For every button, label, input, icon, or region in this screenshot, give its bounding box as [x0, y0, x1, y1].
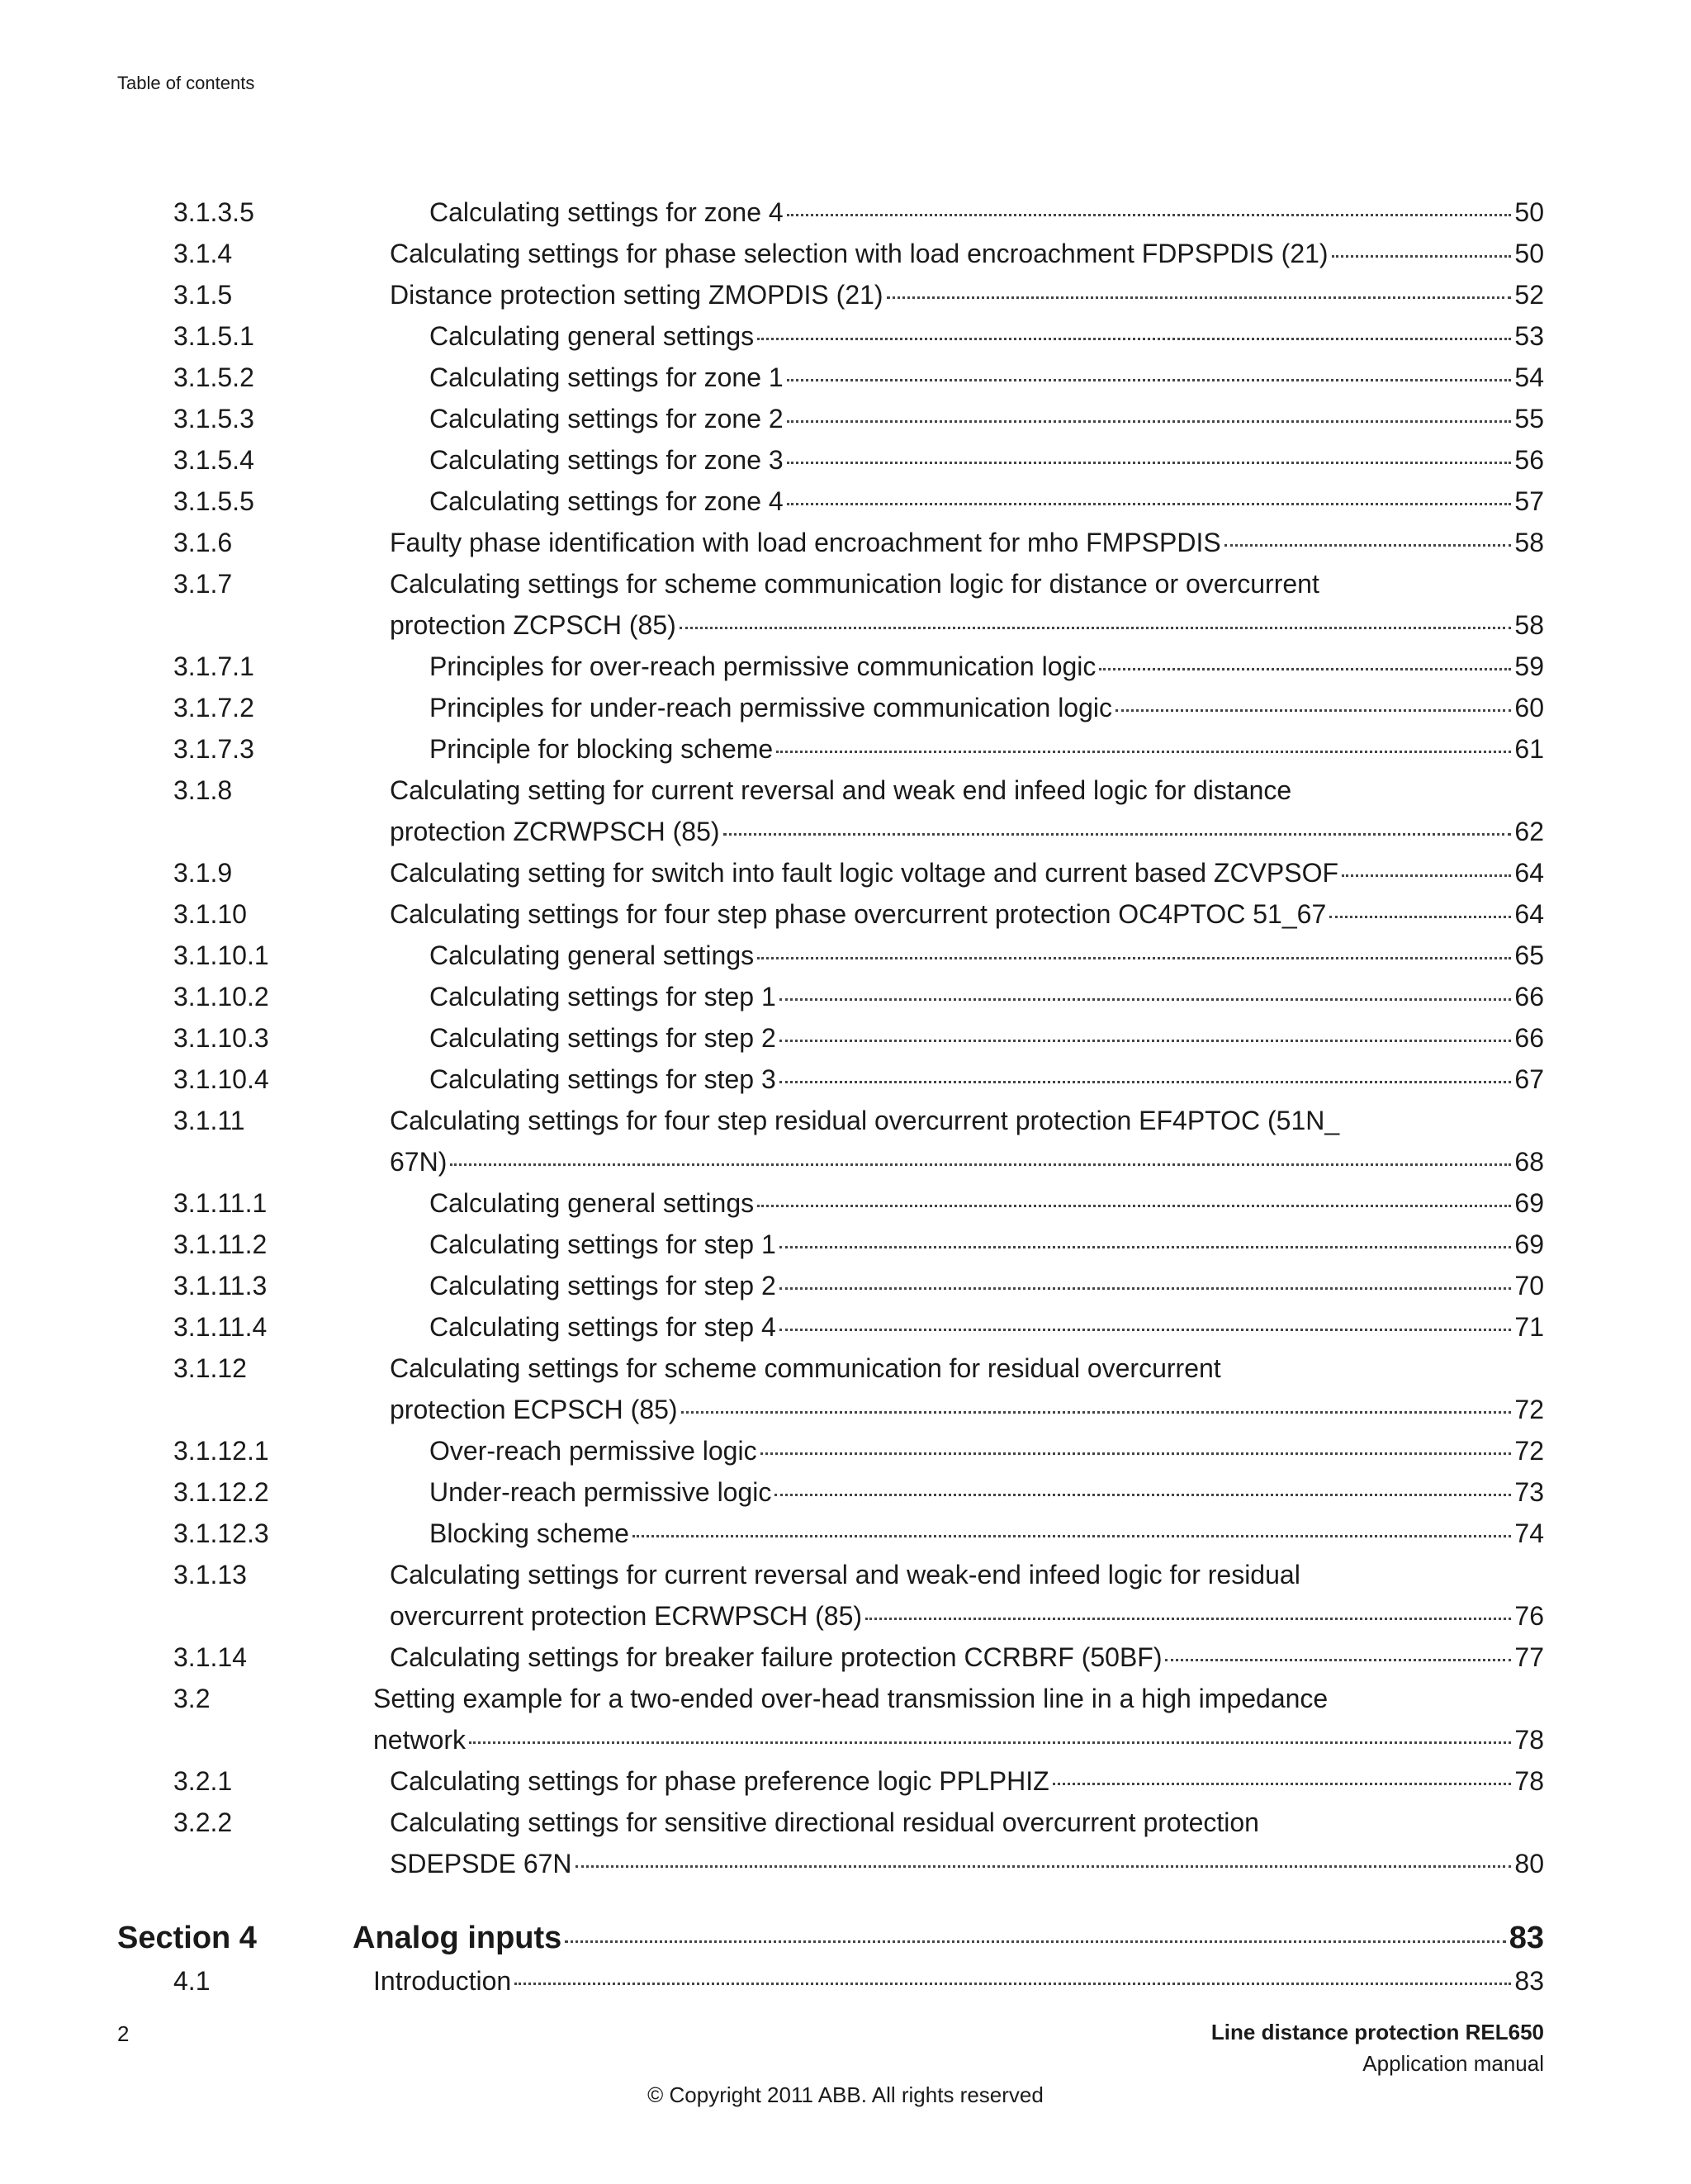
toc-entry-line [429, 1059, 1544, 1100]
dot-leader [760, 1452, 1512, 1455]
dot-leader [787, 420, 1512, 423]
dot-leader [1165, 1659, 1511, 1661]
toc-entry-page: 80 [1514, 1849, 1544, 1878]
toc-entry-line [373, 1678, 1544, 1719]
toc-entry-text: Calculating settings for zone 4 [429, 197, 784, 227]
toc-entry-page: 61 [1514, 734, 1544, 764]
section-heading[interactable] [117, 1916, 1544, 1960]
toc-entry-title[interactable] [429, 728, 1544, 770]
toc-entry-line [429, 1017, 1544, 1059]
toc-entry-line [429, 1182, 1544, 1224]
dot-leader [681, 1411, 1512, 1414]
toc-entry[interactable] [117, 770, 1544, 852]
dot-leader [514, 1983, 1511, 1985]
toc-entry-text: Distance protection setting ZMOPDIS (21) [390, 280, 883, 310]
dot-leader [779, 998, 1512, 1001]
toc-entry[interactable] [117, 192, 1544, 233]
toc-entry-number: 3.1.4 [173, 239, 233, 268]
toc-entry-line [353, 1916, 1544, 1960]
toc-entry-line [429, 1430, 1544, 1471]
toc-entry-line [390, 1802, 1544, 1843]
toc-entry-number: 3.1.7.1 [173, 651, 254, 681]
toc-entry-number: 3.1.5.3 [173, 404, 254, 433]
toc-entry[interactable] [117, 522, 1544, 563]
toc-entry-title[interactable] [429, 1182, 1544, 1224]
toc-entry-title[interactable] [429, 439, 1544, 481]
toc-entry-text: Calculating settings for sensitive directional residual overcurrent protection [390, 1807, 1259, 1837]
toc-entry-line [390, 893, 1544, 935]
toc-entry-text: Calculating settings for zone 2 [429, 404, 784, 433]
toc-entry-number: 3.1.13 [173, 1560, 247, 1589]
toc-entry-line [429, 646, 1544, 687]
toc-entry-text: SDEPSDE 67N [390, 1849, 572, 1878]
toc-entry-text: protection ECPSCH (85) [390, 1395, 678, 1424]
toc-entry-title[interactable] [429, 192, 1544, 233]
toc-entry-page: 78 [1514, 1766, 1544, 1796]
toc-entry-line [373, 1719, 1544, 1760]
toc-entry-page: 72 [1514, 1436, 1544, 1466]
toc-entry-line [429, 1471, 1544, 1513]
toc-entry-page: 68 [1514, 1147, 1544, 1177]
dot-leader [1342, 874, 1511, 877]
toc-entry-text: network [373, 1725, 467, 1755]
toc-entry-number: 3.1.10.2 [173, 982, 269, 1011]
toc-entry-number: 3.1.12.3 [173, 1518, 269, 1548]
toc-entry-text: Calculating settings for breaker failure protection CCRBRF (50BF) [390, 1642, 1163, 1672]
dot-leader [757, 1205, 1511, 1207]
toc-entry-page: 64 [1514, 858, 1544, 888]
toc-entry[interactable] [117, 1960, 1544, 2002]
toc-entry-number: 3.1.7.3 [173, 734, 254, 764]
toc-entry-text: Calculating settings for scheme communication for residual overcurrent [390, 1353, 1221, 1383]
toc-entry[interactable] [117, 1224, 1544, 1265]
toc-entry-number: 3.1.14 [173, 1642, 247, 1672]
toc-entry-title[interactable] [390, 1348, 1544, 1430]
toc-entry-line [373, 1960, 1544, 2002]
toc-entry[interactable] [117, 233, 1544, 274]
toc-entry-title[interactable] [390, 522, 1544, 563]
toc-entry-number: 3.2 [173, 1684, 211, 1713]
toc-entry-title[interactable] [429, 357, 1544, 398]
dot-leader [779, 1287, 1512, 1290]
toc-entry-page: 58 [1514, 610, 1544, 640]
toc-entry-page: 73 [1514, 1477, 1544, 1507]
toc-entry-line [429, 976, 1544, 1017]
toc-entry[interactable] [117, 1348, 1544, 1430]
dot-leader [774, 1494, 1511, 1496]
toc-entry-number: 3.1.5.4 [173, 445, 254, 475]
toc-entry-number: 3.1.9 [173, 858, 233, 888]
dot-leader [779, 1329, 1512, 1331]
dot-leader [450, 1163, 1511, 1166]
toc-entry[interactable] [117, 357, 1544, 398]
toc-entry[interactable] [117, 398, 1544, 439]
toc-entry-page: 59 [1514, 651, 1544, 681]
toc-entry-number: 3.1.10 [173, 899, 247, 929]
toc-entry-title[interactable] [429, 1471, 1544, 1513]
running-header: Table of contents [117, 73, 255, 93]
toc-entry-page: 69 [1514, 1229, 1544, 1259]
toc-entry-number: 3.1.7.2 [173, 693, 254, 722]
toc-entry-line [429, 1306, 1544, 1348]
toc-entry-number: 4.1 [173, 1966, 211, 1996]
dot-leader [1115, 709, 1511, 712]
toc-entry-number: 3.1.10.1 [173, 940, 269, 970]
toc-entry-text: Calculating settings for phase selection with load encroachment FDPSPDIS (21) [390, 239, 1329, 268]
toc-entry-page: 72 [1514, 1395, 1544, 1424]
toc-entry[interactable] [117, 1182, 1544, 1224]
toc-entry-line [429, 1265, 1544, 1306]
toc-entry[interactable] [117, 1017, 1544, 1059]
toc-entry-page: 50 [1514, 239, 1544, 268]
toc-entry[interactable] [117, 1554, 1544, 1637]
toc-entry-number: 3.2.2 [173, 1807, 233, 1837]
toc-entry-page: 62 [1514, 817, 1544, 846]
toc-entry-line [390, 1760, 1544, 1802]
toc-entry[interactable] [117, 1430, 1544, 1471]
toc-entry-text: Principle for blocking scheme [429, 734, 774, 764]
toc-entry-number: 3.1.5.2 [173, 362, 254, 392]
toc-entry-number: 3.2.1 [173, 1766, 233, 1796]
toc-entry-line [390, 1100, 1544, 1141]
toc-entry-title[interactable] [390, 770, 1544, 852]
toc-entry-line [390, 1554, 1544, 1595]
section-label: Section 4 [117, 1921, 257, 1955]
dot-leader [779, 1040, 1512, 1042]
toc-entry-line [429, 315, 1544, 357]
toc-entry-page: 78 [1514, 1725, 1544, 1755]
dot-leader [887, 296, 1512, 299]
toc-entry-line [390, 1637, 1544, 1678]
toc-entry-text: Principles for under-reach permissive communication logic [429, 693, 1112, 722]
toc-entry-line [390, 1595, 1544, 1637]
dot-leader [787, 462, 1512, 464]
toc-entry-title[interactable] [390, 893, 1544, 935]
toc-entry-text: Calculating settings for zone 4 [429, 486, 784, 516]
toc-entry-line [390, 233, 1544, 274]
toc-entry-text: Calculating settings for four step phase overcurrent protection OC4PTOC 51_67 [390, 899, 1327, 929]
toc-entry-number: 3.1.11.1 [173, 1188, 268, 1218]
toc-entry-line [429, 398, 1544, 439]
toc-entry-page: 54 [1514, 362, 1544, 392]
toc-entry-text: Calculating settings for step 4 [429, 1312, 776, 1342]
toc-entry-text: Calculating settings for current reversal and weak-end infeed logic for residual [390, 1560, 1300, 1589]
toc-entry[interactable] [117, 315, 1544, 357]
dot-leader [787, 503, 1512, 505]
toc-entry[interactable] [117, 1513, 1544, 1554]
dot-leader [565, 1940, 1505, 1943]
toc-entry-line [390, 522, 1544, 563]
toc-entry[interactable] [117, 481, 1544, 522]
toc-entry-line [429, 192, 1544, 233]
toc-entry[interactable] [117, 1471, 1544, 1513]
toc-entry-text: Faulty phase identification with load encroachment for mho FMPSPDIS [390, 528, 1221, 557]
toc-entry-title[interactable] [429, 646, 1544, 687]
dot-leader [680, 627, 1512, 629]
toc-entry-text: Calculating settings for phase preference logic PPLPHIZ [390, 1766, 1049, 1796]
toc-entry-page: 83 [1514, 1966, 1544, 1996]
toc-entry-page: 77 [1514, 1642, 1544, 1672]
toc-entry-title[interactable] [390, 233, 1544, 274]
toc-entry-text: Under-reach permissive logic [429, 1477, 772, 1507]
toc-entry-title[interactable] [429, 935, 1544, 976]
toc-entry-number: 3.1.5.5 [173, 486, 254, 516]
toc-entry-title[interactable] [429, 481, 1544, 522]
toc-entry-text: Calculating settings for zone 1 [429, 362, 784, 392]
toc-entry-text: Setting example for a two-ended over-head transmission line in a high impedance [373, 1684, 1329, 1713]
toc-entry-line [390, 274, 1544, 315]
toc-entry[interactable] [117, 687, 1544, 728]
toc-entry-title[interactable] [429, 1224, 1544, 1265]
toc-entry[interactable] [117, 1265, 1544, 1306]
toc-entry-text: overcurrent protection ECRWPSCH (85) [390, 1601, 863, 1631]
toc-entry-number: 3.1.8 [173, 775, 233, 805]
toc-entry[interactable] [117, 439, 1544, 481]
toc-entry-line [429, 357, 1544, 398]
toc-entry-title[interactable] [429, 1017, 1544, 1059]
toc-entry-text: Principles for over-reach permissive communication logic [429, 651, 1097, 681]
dot-leader [469, 1741, 1511, 1744]
table-of-contents [117, 192, 1544, 2002]
document-title: Line distance protection REL650 [1210, 2020, 1544, 2044]
toc-entry-title[interactable] [429, 687, 1544, 728]
toc-entry-line [390, 811, 1544, 852]
dot-leader [776, 751, 1511, 753]
toc-entry-line [390, 563, 1544, 604]
toc-entry-title[interactable] [390, 1100, 1544, 1182]
toc-entry-text: Calculating setting for switch into fault logic voltage and current based ZCVPSOF [390, 858, 1339, 888]
dot-leader [1329, 916, 1511, 918]
toc-entry-title[interactable] [373, 1678, 1544, 1760]
toc-entry-page: 74 [1514, 1518, 1544, 1548]
toc-entry-line [429, 439, 1544, 481]
toc-entry-line [390, 852, 1544, 893]
toc-entry-text: Calculating settings for zone 3 [429, 445, 784, 475]
toc-entry-number: 3.1.11.4 [173, 1312, 268, 1342]
toc-entry-title[interactable] [390, 563, 1544, 646]
toc-entry-line [390, 1141, 1544, 1182]
section-title[interactable] [353, 1916, 1544, 1960]
toc-entry-number: 3.1.10.4 [173, 1064, 269, 1094]
dot-leader [1099, 668, 1511, 670]
toc-entry-page: 76 [1514, 1601, 1544, 1631]
dot-leader [632, 1535, 1512, 1537]
toc-entry-page: 70 [1514, 1271, 1544, 1300]
section-page: 83 [1509, 1921, 1544, 1955]
toc-entry-line [390, 1348, 1544, 1389]
dot-leader [1224, 544, 1512, 547]
toc-entry-title[interactable] [429, 315, 1544, 357]
toc-entry-title[interactable] [390, 852, 1544, 893]
toc-entry[interactable] [117, 935, 1544, 976]
toc-entry-line [429, 687, 1544, 728]
dot-leader [779, 1081, 1512, 1083]
toc-entry-text: Blocking scheme [429, 1518, 629, 1548]
toc-entry-page: 69 [1514, 1188, 1544, 1218]
copyright-notice: © Copyright 2011 ABB. All rights reserved [647, 2082, 1044, 2107]
toc-entry-page: 50 [1514, 197, 1544, 227]
toc-entry-number: 3.1.12.1 [173, 1436, 269, 1466]
toc-entry[interactable] [117, 1637, 1544, 1678]
toc-entry-number: 3.1.10.3 [173, 1023, 269, 1053]
dot-leader [1053, 1783, 1512, 1785]
toc-entry-text: Introduction [373, 1966, 512, 1996]
page-number: 2 [117, 2021, 130, 2046]
dot-leader [576, 1865, 1512, 1868]
section-spacer [117, 1884, 1544, 1912]
dot-leader [1332, 255, 1512, 258]
toc-entry-title[interactable] [429, 1306, 1544, 1348]
toc-entry[interactable] [117, 1802, 1544, 1884]
toc-entry-text: 67N) [390, 1147, 448, 1177]
toc-entry-text: Calculating settings for four step residual overcurrent protection EF4PTOC (51N_ [390, 1106, 1340, 1135]
toc-entry-number: 3.1.7 [173, 569, 233, 599]
toc-entry-page: 71 [1514, 1312, 1544, 1342]
toc-entry-number: 3.1.6 [173, 528, 233, 557]
toc-entry-number: 3.1.3.5 [173, 197, 254, 227]
toc-entry-text: Calculating settings for scheme communication logic for distance or overcurrent [390, 569, 1319, 599]
toc-entry-text: Calculating general settings [429, 940, 755, 970]
toc-entry[interactable] [117, 1306, 1544, 1348]
toc-entry-text: Calculating settings for step 1 [429, 1229, 776, 1259]
dot-leader [757, 338, 1511, 340]
toc-entry-line [429, 481, 1544, 522]
toc-entry-text: Over-reach permissive logic [429, 1436, 757, 1466]
toc-entry-line [429, 935, 1544, 976]
toc-entry-line [390, 1389, 1544, 1430]
toc-entry[interactable] [117, 646, 1544, 687]
toc-entry-line [390, 770, 1544, 811]
toc-entry-number: 3.1.5 [173, 280, 233, 310]
toc-entry-title[interactable] [429, 1059, 1544, 1100]
toc-entry[interactable] [117, 852, 1544, 893]
toc-entry-title[interactable] [390, 1802, 1544, 1884]
dot-leader [787, 214, 1512, 216]
toc-entry-title[interactable] [429, 1265, 1544, 1306]
toc-entry-page: 53 [1514, 321, 1544, 351]
toc-entry-title[interactable] [429, 1430, 1544, 1471]
toc-entry-number: 3.1.12.2 [173, 1477, 269, 1507]
dot-leader [787, 379, 1512, 381]
toc-entry-page: 60 [1514, 693, 1544, 722]
toc-entry[interactable] [117, 1059, 1544, 1100]
dot-leader [865, 1618, 1511, 1620]
toc-entry-number: 3.1.11 [173, 1106, 245, 1135]
toc-entry-title[interactable] [390, 1554, 1544, 1637]
toc-entry-page: 58 [1514, 528, 1544, 557]
toc-entry-text: Calculating settings for step 2 [429, 1271, 776, 1300]
toc-entry-page: 67 [1514, 1064, 1544, 1094]
toc-entry[interactable] [117, 563, 1544, 646]
toc-entry-number: 3.1.11.2 [173, 1229, 268, 1259]
toc-entry-text: protection ZCRWPSCH (85) [390, 817, 720, 846]
document-subtitle: Application manual [1362, 2051, 1544, 2076]
toc-entry-page: 64 [1514, 899, 1544, 929]
section-title-text: Analog inputs [353, 1921, 562, 1955]
toc-entry-line [429, 1513, 1544, 1554]
toc-entry-text: Calculating settings for step 3 [429, 1064, 776, 1094]
toc-entry[interactable] [117, 976, 1544, 1017]
toc-entry-text: Calculating general settings [429, 1188, 755, 1218]
toc-entry-text: protection ZCPSCH (85) [390, 610, 676, 640]
dot-leader [757, 957, 1511, 959]
toc-entry-page: 65 [1514, 940, 1544, 970]
toc-entry-line [390, 1843, 1544, 1884]
dot-leader [723, 833, 1512, 836]
toc-entry-text: Calculating settings for step 2 [429, 1023, 776, 1053]
toc-entry[interactable] [117, 274, 1544, 315]
toc-entry[interactable] [117, 1760, 1544, 1802]
toc-entry-page: 66 [1514, 1023, 1544, 1053]
toc-entry-number: 3.1.12 [173, 1353, 247, 1383]
toc-entry-title[interactable] [429, 976, 1544, 1017]
toc-entry-text: Calculating setting for current reversal and weak end infeed logic for distance [390, 775, 1292, 805]
toc-entry-line [390, 604, 1544, 646]
toc-entry-page: 55 [1514, 404, 1544, 433]
toc-entry-number: 3.1.5.1 [173, 321, 254, 351]
toc-entry-number: 3.1.11.3 [173, 1271, 268, 1300]
toc-entry-title[interactable] [429, 398, 1544, 439]
toc-entry-title[interactable] [390, 274, 1544, 315]
toc-entry-title[interactable] [373, 1960, 1544, 2002]
toc-entry-page: 56 [1514, 445, 1544, 475]
toc-entry-title[interactable] [429, 1513, 1544, 1554]
toc-entry-page: 57 [1514, 486, 1544, 516]
toc-entry-page: 66 [1514, 982, 1544, 1011]
toc-entry[interactable] [117, 728, 1544, 770]
toc-entry[interactable] [117, 893, 1544, 935]
toc-entry-title[interactable] [390, 1637, 1544, 1678]
toc-entry-title[interactable] [390, 1760, 1544, 1802]
toc-entry-line [429, 1224, 1544, 1265]
toc-entry-text: Calculating settings for step 1 [429, 982, 776, 1011]
toc-entry[interactable] [117, 1678, 1544, 1760]
dot-leader [779, 1246, 1512, 1248]
toc-entry-line [429, 728, 1544, 770]
toc-entry-text: Calculating general settings [429, 321, 755, 351]
toc-entry-page: 52 [1514, 280, 1544, 310]
toc-entry[interactable] [117, 1100, 1544, 1182]
